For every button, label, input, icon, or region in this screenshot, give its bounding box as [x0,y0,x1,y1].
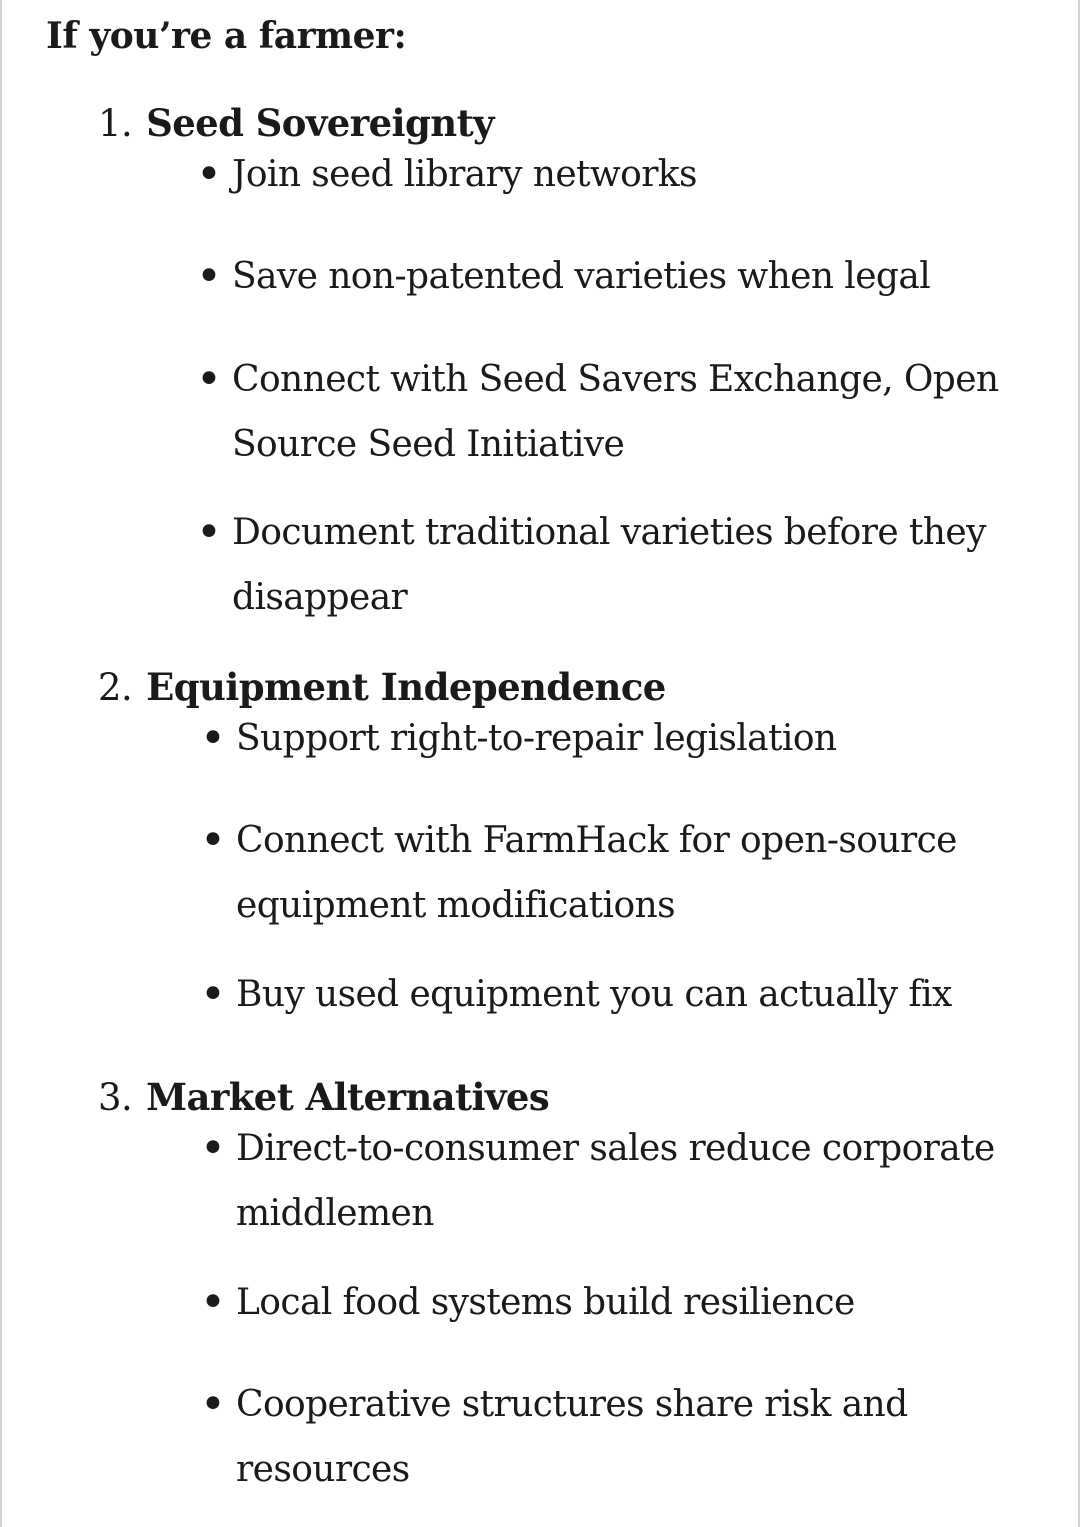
bullet-dot-icon: • [196,251,222,302]
bullet-item [196,500,1052,630]
bullet-item [196,142,1052,207]
bullet-dot-icon: • [196,507,222,558]
section-heading: If you’re a farmer: [46,15,407,57]
bullet-item [200,1116,1056,1246]
bullet-text: Connect with Seed Savers Exchange, Open Source Seed Initiative [232,359,999,465]
bullet-dot-icon: • [200,713,226,764]
bullet-item [200,1372,1056,1502]
list-item-title: Equipment Independence [146,665,666,709]
list-number: 2. [98,666,133,709]
list-number: 3. [98,1076,133,1119]
bullet-dot-icon: • [196,354,222,405]
bullet-dot-icon: • [200,815,226,866]
list-item-title: Seed Sovereignty [146,101,494,145]
bullet-item [196,347,1052,477]
bullet-text: Connect with FarmHack for open-source equipment modifications [236,820,957,926]
bullet-item [200,1270,1056,1335]
bullet-text: Cooperative structures share risk and resources [236,1384,908,1490]
bullet-item [196,244,1052,309]
bullet-item [200,808,1056,938]
bullet-text: Join seed library networks [232,154,697,195]
bullet-text: Save non-patented varieties when legal [232,256,931,297]
bullet-dot-icon: • [200,1379,226,1430]
bullet-text: Direct-to-consumer sales reduce corporate middlemen [236,1128,995,1234]
bullet-dot-icon: • [200,1277,226,1328]
bullet-item [200,706,1056,771]
bullet-text: Local food systems build resilience [236,1282,855,1323]
list-item-title: Market Alternatives [146,1075,550,1119]
bullet-dot-icon: • [200,969,226,1020]
bullet-text: Support right-to-repair legislation [236,718,837,759]
list-number: 1. [98,102,133,145]
bullet-dot-icon: • [200,1123,226,1174]
bullet-text: Document traditional varieties before they disappear [232,512,986,618]
bullet-dot-icon: • [196,149,222,200]
bullet-text: Buy used equipment you can actually fix [236,974,952,1015]
bullet-item [200,962,1056,1027]
